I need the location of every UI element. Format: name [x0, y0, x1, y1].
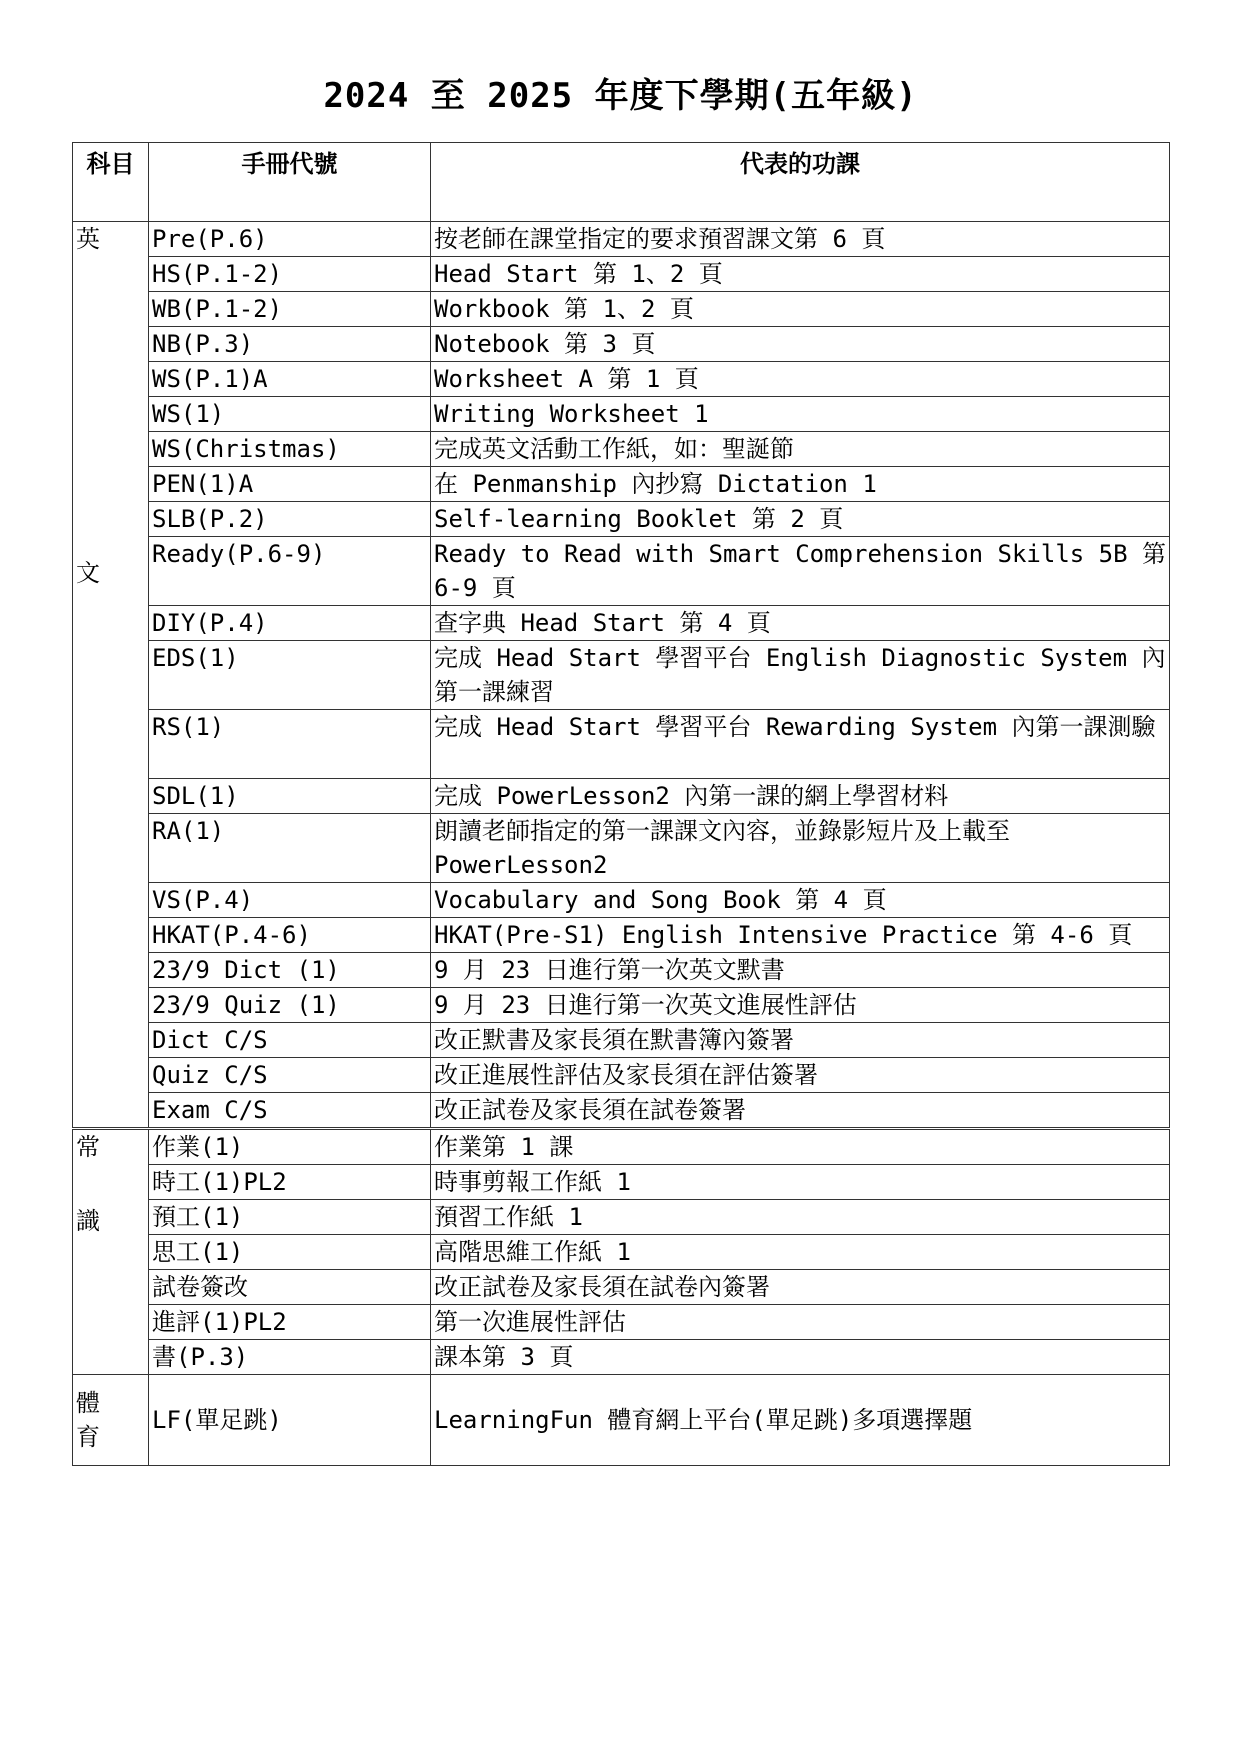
- english-row: [73, 327, 1170, 362]
- homework-cell: Workbook 第 1、2 頁: [431, 292, 1170, 327]
- homework-cell: Head Start 第 1、2 頁: [431, 257, 1170, 292]
- code-cell: WS(P.1)A: [149, 362, 431, 397]
- homework-cell: Notebook 第 3 頁: [431, 327, 1170, 362]
- english-row: [73, 397, 1170, 432]
- homework-cell: HKAT(Pre-S1) English Intensive Practice 第 4-6 頁: [431, 918, 1170, 953]
- code-cell: HKAT(P.4-6): [149, 918, 431, 953]
- english-row: [73, 953, 1170, 988]
- gs-row: [73, 1165, 1170, 1200]
- code-cell: Quiz C/S: [149, 1058, 431, 1093]
- code-cell: 進評(1)PL2: [149, 1305, 431, 1340]
- code-cell: 試卷簽改: [149, 1270, 431, 1305]
- code-cell: 時工(1)PL2: [149, 1165, 431, 1200]
- english-row: [73, 1023, 1170, 1058]
- code-cell: WS(Christmas): [149, 432, 431, 467]
- code-cell: WB(P.1-2): [149, 292, 431, 327]
- code-cell: NB(P.3): [149, 327, 431, 362]
- homework-cell: 完成英文活動工作紙，如：聖誕節: [431, 432, 1170, 467]
- homework-cell: 9 月 23 日進行第一次英文進展性評估: [431, 988, 1170, 1023]
- code-cell: 23/9 Dict (1): [149, 953, 431, 988]
- english-subject-cell: [73, 222, 149, 1129]
- code-cell: Ready(P.6-9): [149, 537, 431, 606]
- english-row: [73, 362, 1170, 397]
- english-row: [73, 641, 1170, 710]
- gs-row: [73, 1340, 1170, 1375]
- header-code: 手冊代號: [149, 143, 431, 222]
- code-cell: SDL(1): [149, 779, 431, 814]
- homework-cell: Self-learning Booklet 第 2 頁: [431, 502, 1170, 537]
- english-row: [73, 1058, 1170, 1093]
- pe-row: [73, 1375, 1170, 1466]
- homework-cell: 預習工作紙 1: [431, 1200, 1170, 1235]
- homework-cell: Vocabulary and Song Book 第 4 頁: [431, 883, 1170, 918]
- code-cell: RA(1): [149, 814, 431, 883]
- homework-table: [72, 142, 1170, 1466]
- homework-cell: 完成 Head Start 學習平台 English Diagnostic System 內第一課練習: [431, 641, 1170, 710]
- code-cell: HS(P.1-2): [149, 257, 431, 292]
- code-cell: Dict C/S: [149, 1023, 431, 1058]
- english-row: [73, 918, 1170, 953]
- header-subject: 科目: [73, 143, 149, 222]
- english-row: [73, 779, 1170, 814]
- english-row: [73, 1093, 1170, 1129]
- code-cell: PEN(1)A: [149, 467, 431, 502]
- homework-cell: Writing Worksheet 1: [431, 397, 1170, 432]
- english-row: [73, 467, 1170, 502]
- english-row: [73, 222, 1170, 257]
- homework-cell: LearningFun 體育網上平台(單足跳)多項選擇題: [431, 1375, 1170, 1466]
- english-row: [73, 883, 1170, 918]
- code-cell: EDS(1): [149, 641, 431, 710]
- code-cell: 作業(1): [149, 1129, 431, 1165]
- subject-char-bottom: 文: [76, 559, 100, 587]
- homework-cell: 時事剪報工作紙 1: [431, 1165, 1170, 1200]
- subject-char-bottom: 育: [76, 1423, 100, 1451]
- homework-cell: 作業第 1 課: [431, 1129, 1170, 1165]
- code-cell: DIY(P.4): [149, 606, 431, 641]
- english-row: [73, 502, 1170, 537]
- code-cell: 思工(1): [149, 1235, 431, 1270]
- gs-row: [73, 1129, 1170, 1165]
- subject-char-bottom: 識: [76, 1207, 100, 1235]
- header-homework: 代表的功課: [431, 143, 1170, 222]
- homework-cell: 查字典 Head Start 第 4 頁: [431, 606, 1170, 641]
- homework-cell: 改正試卷及家長須在試卷內簽署: [431, 1270, 1170, 1305]
- english-row: [73, 292, 1170, 327]
- english-row: [73, 710, 1170, 779]
- english-row: [73, 257, 1170, 292]
- homework-cell: 完成 PowerLesson2 內第一課的網上學習材料: [431, 779, 1170, 814]
- homework-cell: 按老師在課堂指定的要求預習課文第 6 頁: [431, 222, 1170, 257]
- code-cell: WS(1): [149, 397, 431, 432]
- header-row: [73, 143, 1170, 222]
- homework-cell: 改正默書及家長須在默書簿內簽署: [431, 1023, 1170, 1058]
- page-title: 2024 至 2025 年度下學期(五年級): [323, 76, 918, 116]
- homework-cell: 改正試卷及家長須在試卷簽署: [431, 1093, 1170, 1129]
- gs-row: [73, 1305, 1170, 1340]
- english-row: [73, 537, 1170, 606]
- subject-char-top: 英: [76, 225, 100, 253]
- homework-cell: 高階思維工作紙 1: [431, 1235, 1170, 1270]
- code-cell: 預工(1): [149, 1200, 431, 1235]
- english-row: [73, 988, 1170, 1023]
- homework-cell: 完成 Head Start 學習平台 Rewarding System 內第一課測驗: [431, 710, 1170, 779]
- code-cell: RS(1): [149, 710, 431, 779]
- code-cell: Exam C/S: [149, 1093, 431, 1129]
- subject-char-top: 常: [76, 1133, 100, 1161]
- gs-subject-cell: [73, 1129, 149, 1375]
- english-row: [73, 814, 1170, 883]
- gs-row: [73, 1270, 1170, 1305]
- code-cell: SLB(P.2): [149, 502, 431, 537]
- code-cell: 23/9 Quiz (1): [149, 988, 431, 1023]
- homework-cell: 第一次進展性評估: [431, 1305, 1170, 1340]
- homework-cell: 改正進展性評估及家長須在評估簽署: [431, 1058, 1170, 1093]
- code-cell: VS(P.4): [149, 883, 431, 918]
- english-row: [73, 432, 1170, 467]
- code-cell: LF(單足跳): [149, 1375, 431, 1466]
- gs-row: [73, 1200, 1170, 1235]
- homework-cell: 在 Penmanship 內抄寫 Dictation 1: [431, 467, 1170, 502]
- pe-subject-cell: [73, 1375, 149, 1466]
- subject-char-top: 體: [76, 1389, 100, 1417]
- homework-cell: Worksheet A 第 1 頁: [431, 362, 1170, 397]
- homework-cell: 朗讀老師指定的第一課課文內容，並錄影短片及上載至 PowerLesson2: [431, 814, 1170, 883]
- code-cell: Pre(P.6): [149, 222, 431, 257]
- english-row: [73, 606, 1170, 641]
- homework-cell: 課本第 3 頁: [431, 1340, 1170, 1375]
- homework-cell: Ready to Read with Smart Comprehension Skills 5B 第 6-9 頁: [431, 537, 1170, 606]
- homework-cell: 9 月 23 日進行第一次英文默書: [431, 953, 1170, 988]
- gs-row: [73, 1235, 1170, 1270]
- code-cell: 書(P.3): [149, 1340, 431, 1375]
